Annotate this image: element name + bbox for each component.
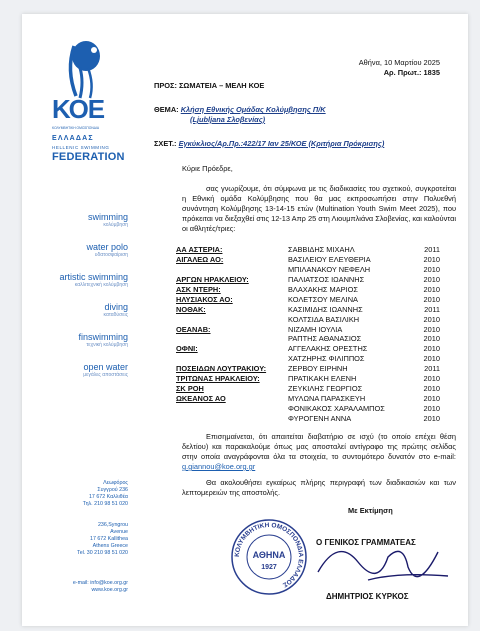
athlete-name: ΝΙΖΑΜΗ ΙΟΥΛΙΑ [288,324,343,334]
svg-text:ΚΟΛΥΜΒΗΤΙΚΗ ΟΜΟΣΠΟΝΔΙΑ ΕΛΛΑΔΟΣ: ΚΟΛΥΜΒΗΤΙΚΗ ΟΜΟΣΠΟΝΔΙΑ ΕΛΛΑΔΟΣ [233,521,305,589]
contact-email-link[interactable]: g.giannou@koe.org.gr [182,462,256,471]
athlete-row [176,394,440,404]
recipient-line: ΠΡΟΣ: ΣΩΜΑΤΕΙΑ – ΜΕΛΗ ΚΟΕ [154,81,265,90]
signer-name: ΔΗΜΗΤΡΙΟΣ ΚΥΡΚΟΣ [326,592,409,601]
intro-paragraph: σας γνωρίζουμε, ότι σύμφωνα με τις διαδικασίες του σχετικού, συγκροτείται η Εθνική ομάδα Κολύμβησης που θα μας εκπροσωπήσει στην Πολυεθνή συνάντηση Κολύμβησης 13-14-15 ετών (Multination Youth Swim Meet 2025), που πρόκειται να διεξαχθεί στις 12-13 Απρ 25 στη Λιουμπλιάνα Σλοβενίας, και καλούνται οι αθλητές/τριες: [182,184,456,233]
athlete-year: 2011 [424,304,440,314]
athlete-row [176,295,440,305]
athlete-year: 2010 [423,404,440,413]
discipline-diving: diving καταδύσεις [103,302,128,318]
athlete-name: ΚΑΣΙΜΙΔΗΣ ΙΩΑΝΝΗΣ [288,304,363,314]
website-link[interactable]: www.koe.org.gr [91,587,128,593]
athlete-club: ΝΟΘΑΚ: [176,304,206,314]
athlete-club [176,404,288,414]
athlete-year: 2011 [424,245,440,254]
discipline-artistic-swimming: artistic swimming καλλιτεχνική κολύμβηση [59,272,128,288]
athlete-club [176,414,288,424]
athlete-club: ΑΙΓΑΛΕΩ ΑΟ: [176,254,224,264]
athlete-club: ΟΕΑΝΑΒ: [176,324,211,334]
swimmer-logo-icon [50,40,114,102]
logo-subtitle: ΚΟΛΥΜΒΗΤΙΚΗ ΟΜΟΣΠΟΝΔΙΑ [52,126,100,130]
athlete-club: ΟΦΝΙ: [176,344,198,354]
athlete-row [176,265,440,275]
athlete-row [176,364,440,374]
athlete-name: ΒΑΣΙΛΕΙΟΥ ΕΛΕΥΘΕΡΙΑ [288,254,371,264]
athlete-row [176,305,440,315]
athlete-year: 2010 [423,264,440,274]
athlete-year: 2010 [423,284,440,294]
logo-hsf-bottom: FEDERATION [52,151,125,163]
logo-koe-text: ΚΟΕ [52,94,105,124]
reference-line [154,139,384,148]
letter-date: Αθήνα, 10 Μαρτίου 2025 [358,58,440,67]
athlete-club [176,315,288,325]
athlete-row [176,384,440,394]
athlete-name: ΖΕΥΚΙΛΗΣ ΓΕΩΡΓΙΟΣ [288,384,363,394]
athlete-name: ΡΑΠΤΗΣ ΑΘΑΝΑΣΙΟΣ [288,334,362,344]
athlete-row [176,315,440,325]
athlete-name: ΑΓΓΕΛΑΚΗΣ ΟΡΕΣΤΗΣ [288,344,368,354]
discipline-water-polo: water polo υδατοσφαίριση [86,242,128,258]
athlete-year: 2010 [423,413,440,423]
athlete-year: 2010 [423,314,440,324]
discipline-finswimming: finswimming τεχνική κολύμβηση [78,332,128,348]
official-seal-icon [230,518,308,596]
passport-paragraph: Επισημαίνεται, ότι απαιτείται διαβατήριο σε ισχύ (το οποίο επέχει θέση δελτίου) και παρακαλούμε όπως μας αποσταλεί αντίγραφο της πρώτης σελίδας στην οποία αναγράφονται όλα τα στοιχεία, το συντομότερο δυνατόν στο e-mail: g.giannou@koe.org.gr [182,432,456,471]
athlete-club [176,265,288,275]
contact-info [24,580,128,594]
athlete-year: 2010 [423,324,440,334]
athlete-row [176,275,440,285]
svg-text:ΑΘΗΝΑ: ΑΘΗΝΑ [252,550,286,560]
athlete-name: ΦΥΡΟΓΕΝΗ ΑΝΝΑ [288,413,352,423]
athletes-table [176,245,440,424]
email-link[interactable]: e-mail: info@koe.org.gr [72,580,128,586]
athlete-club: ΣΚ ΡΟΗ [176,384,204,394]
athlete-name: ΜΥΛΩΝΑ ΠΑΡΑΣΚΕΥΗ [288,394,366,404]
subject-text-1: Κλήση Εθνικής Ομάδας Κολύμβησης Π/Κ [180,105,326,114]
athlete-row [176,404,440,414]
athlete-name: ΚΟΛΤΣΙΔΑ ΒΑΣΙΛΙΚΗ [288,314,360,324]
athlete-name: ΧΑΤΖΗΡΗΣ ΦΙΛΙΠΠΟΣ [288,354,365,364]
athlete-name: ΠΡΑΤΙΚΑΚΗ ΕΛΕΝΗ [288,374,357,384]
athlete-name: ΚΟΛΕΤΣΟΥ ΜΕΛΙΝΑ [288,294,358,304]
athlete-name: ΒΛΑΧΑΚΗΣ ΜΑΡΙΟΣ [288,284,358,294]
athlete-row [176,245,440,255]
reference-text: Εγκύκλιος/Αρ.Πρ.:422/17 Ιαν 25/ΚΟΕ (Κριτήρια Πρόκρισης) [178,139,385,148]
logo-hsf-top: HELLENIC SWIMMING [52,145,110,150]
address-english: 236,Syngrou Avenue 17 672 Kallithea Athens Greece Tel. 30 210 98 51 020 [77,522,128,556]
svg-text:1927: 1927 [261,564,277,571]
subject-label: ΘΕΜΑ: [154,105,179,114]
athlete-club: ΩΚΕΑΝΟΣ ΑΟ [176,394,226,404]
athlete-year: 2010 [423,254,440,264]
athlete-row [176,344,440,354]
athlete-year: 2010 [423,384,440,394]
athlete-row [176,354,440,364]
logo-ellada: ΕΛΛΑΔΑΣ [52,135,94,142]
athlete-row [176,285,440,295]
closing-text: Με Εκτίμηση [348,506,393,515]
reference-label: ΣΧΕΤ.: [154,139,177,148]
athlete-row [176,255,440,265]
athlete-row [176,334,440,344]
athlete-row [176,374,440,384]
signer-role: Ο ΓΕΝΙΚΟΣ ΓΡΑΜΜΑΤΕΑΣ [316,538,416,547]
athlete-club [176,334,288,344]
athlete-year: 2011 [424,364,440,374]
athlete-name: ΣΑΒΒΙΔΗΣ ΜΙΧΑΗΛ [288,245,355,254]
subject-line [154,105,454,125]
athlete-year: 2010 [423,344,440,354]
athlete-club: ΤΡΙΤΩΝΑΣ ΗΡΑΚΛΕΙΟΥ: [176,374,260,384]
discipline-swimming: swimming κολύμβηση [87,212,128,228]
address-greek: Λεωφόρος Συγγρού 236 17 672 Καλλιθέα Τηλ. 210 98 51 020 [82,480,128,507]
athlete-club: ΑΡΓΩΝ ΗΡΑΚΛΕΙΟΥ: [176,274,249,284]
letter-body [130,14,468,626]
protocol-number: Αρ. Πρωτ.: 1835 [383,68,440,77]
athlete-row [176,414,440,424]
athlete-club [176,354,288,364]
athlete-name: ΠΑΛΙΑΤΣΟΣ ΙΩΑΝΝΗΣ [288,274,365,284]
subject-text-2: (Ljubljana Σλοβενίας) [190,115,266,124]
athlete-year: 2010 [423,274,440,284]
athlete-year: 2010 [423,294,440,304]
athlete-club: ΑΣΚ ΝΤΕΡΗ: [176,284,221,294]
letter-page [22,14,468,626]
athlete-club: ΗΛΥΣΙΑΚΟΣ ΑΟ: [176,294,233,304]
athlete-club: ΑΑ ΑΣΤΕΡΙΑ: [176,245,223,254]
athlete-name: ΖΕΡΒΟΥ ΕΙΡΗΝΗ [288,364,348,374]
athlete-club: ΠΟΣΕΙΔΩΝ ΛΟΥΤΡΑΚΙΟΥ: [176,364,267,374]
greeting: Κύριε Πρόεδρε, [182,164,233,173]
athlete-year: 2010 [423,394,440,404]
athlete-year: 2010 [423,354,440,364]
athlete-year: 2010 [423,334,440,344]
athlete-row [176,325,440,335]
followup-paragraph: Θα ακολουθήσει εγκαίρως πλήρης περιγραφή των διαδικασιών και των λεπτομερειών της αποστολής. [182,478,456,497]
athlete-name: ΜΠΙΛΑΝΑΚΟΥ ΝΕΦΕΛΗ [288,264,371,274]
letterhead-sidebar [22,14,130,626]
discipline-open-water: open water μεγάλες αποστάσεις [83,362,128,378]
athlete-name: ΦΟΝΙΚΑΚΟΣ ΧΑΡΑΛΑΜΠΟΣ [288,404,385,413]
date-block [359,58,440,78]
athlete-year: 2010 [423,374,440,384]
